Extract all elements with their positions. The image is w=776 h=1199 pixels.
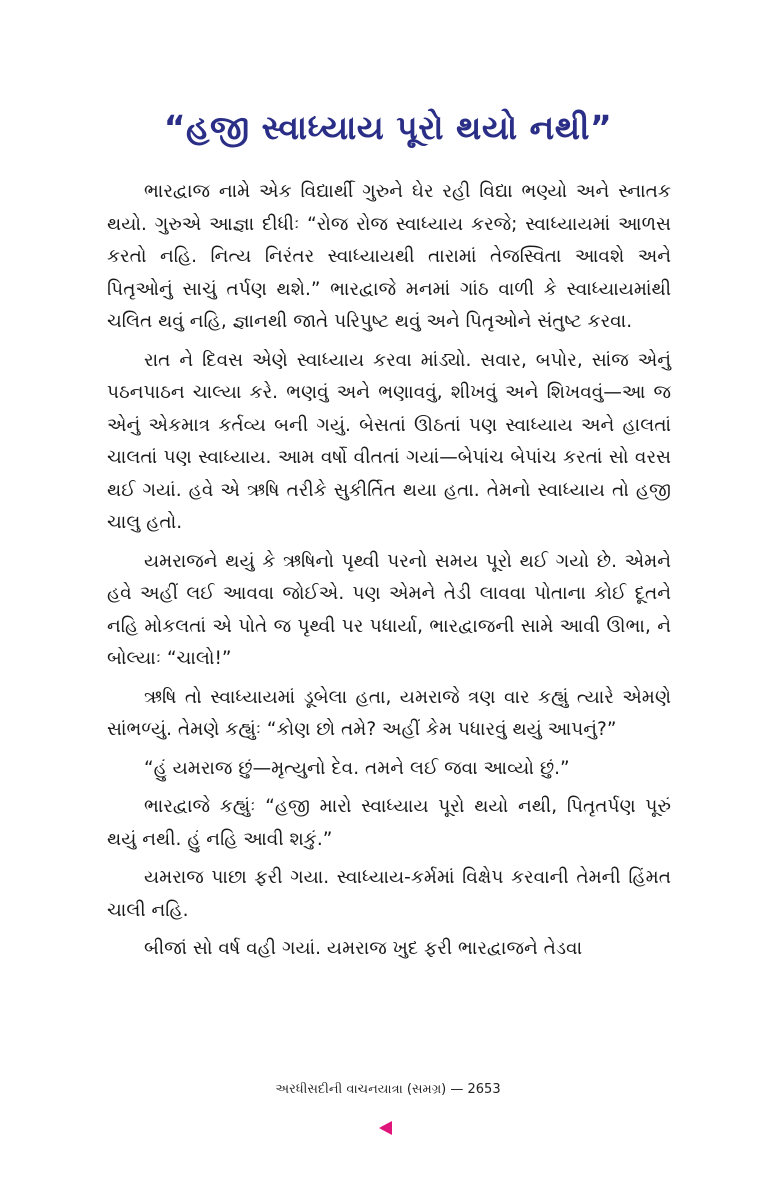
- paragraph: બીજાં સો વર્ષ વહી ગયાં. યમરાજ ખુદ ફરી ભારદ્વાજને તેડવા: [144, 938, 583, 959]
- page-title: “હજી સ્વાધ્યાય પૂરો થયો નથી”: [163, 108, 613, 147]
- paragraph: ભારદ્વાજે કહ્યુંઃ “હજી મારો સ્વાધ્યાય પૂરો થયો નથી, પિતૃતર્પણ પૂરું થયું નથી. હું નહિ આવી શકું.”: [107, 796, 671, 850]
- paragraph: ઋષિ તો સ્વાધ્યાયમાં ડૂબેલા હતા, યમરાજે ત્રણ વાર કહ્યું ત્યારે એમણે સાંભળ્યું. તેમણે કહ્યુંઃ “કોણ છો તમે? અહીં કેમ પધારવું થયું આપનું?”: [107, 686, 671, 740]
- paragraph: યમરાજ પાછા ફરી ગયા. સ્વાધ્યાય-કર્મમાં વિક્ષેપ કરવાની તેમની હિંમત ચાલી નહિ.: [107, 867, 671, 921]
- paragraph: ભારદ્વાજ નામે એક વિદ્યાર્થી ગુરુને ઘેર રહી વિદ્યા ભણ્યો અને સ્નાતક થયો. ગુરુએ આજ્ઞા દીધીઃ “રોજ રોજ સ્વાધ્યાય કરજે; સ્વાધ્યાયમાં આળસ કરતો નહિ. નિત્ય નિરંતર સ્વાધ્યાયથી તારામાં તેજસ્વિતા આવશે અને પિતૃઓનું સાચું તર્પણ થશે.” ભારદ્વાજે મનમાં ગાંઠ વાળી કે સ્વાધ્યાયમાંથી ચલિત થવું નહિ, જ્ઞાનથી જાતે પરિપુષ્ટ થવું અને પિતૃઓને સંતુષ્ટ કરવા.: [107, 181, 671, 332]
- triangle-left-icon[interactable]: [379, 1121, 392, 1135]
- paragraph: યમરાજને થયું કે ઋષિનો પૃથ્વી પરનો સમય પૂરો થઈ ગયો છે. એમને હવે અહીં લઈ આવવા જોઈએ. પણ એમને તેડી લાવવા પોતાના કોઈ દૂતને નહિ મોકલતાં એ પોતે જ પૃથ્વી પર પધાર્યા, ભારદ્વાજની સામે આવી ઊભા, ને બોલ્યાઃ “ચાલો!”: [107, 550, 671, 669]
- page-footer: અરધીસદીની વાચનયાત્રા (સમગ્ર) — 2653: [275, 1082, 501, 1097]
- paragraph: “હું યમરાજ છું—મૃત્યુનો દેવ. તમને લઈ જવા આવ્યો છું.”: [144, 757, 570, 779]
- body-text: [107, 176, 671, 972]
- paragraph: રાત ને દિવસ એણે સ્વાધ્યાય કરવા માંડ્યો. સવાર, બપોર, સાંજ એનું પઠનપાઠન ચાલ્યા કરે. ભણવું અને ભણાવવું, શીખવું અને શિખવવું—આ જ એનું એકમાત્ર કર્તવ્ય બની ગયું. બેસતાં ઊઠતાં પણ સ્વાધ્યાય અને હાલતાં ચાલતાં પણ સ્વાધ્યાય. આમ વર્ષો વીતતાં ગયાં—બેપાંચ બેપાંચ કરતાં સો વરસ થઈ ગયાં. હવે એ ઋષિ તરીકે સુકીર્તિત થયા હતા. તેમનો સ્વાધ્યાય તો હજી ચાલુ હતો.: [107, 349, 671, 533]
